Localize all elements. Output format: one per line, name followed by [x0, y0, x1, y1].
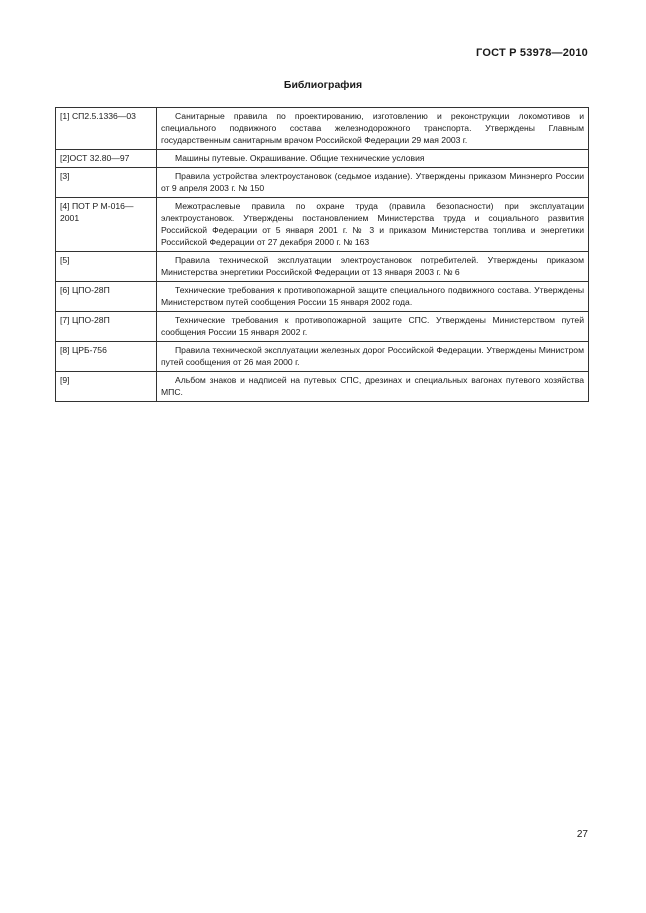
table-row: [56, 168, 589, 198]
reference-code: [3]: [56, 168, 157, 198]
table-row: [56, 252, 589, 282]
reference-code: [4] ПОТ Р М-016—2001: [56, 198, 157, 252]
table-row: [56, 198, 589, 252]
table-row: [56, 282, 589, 312]
table-row: [56, 312, 589, 342]
bibliography-table: [55, 107, 589, 402]
reference-description: Правила технической эксплуатации электроустановок потребителей. Утверждены приказом Министерства энергетики Российской Федерации от 13 января 2003 г. № 6: [157, 252, 589, 282]
table-row: [56, 108, 589, 150]
reference-description: Санитарные правила по проектированию, изготовлению и реконструкции локомотивов и специального подвижного состава железнодорожного транспорта. Утверждены Главным государственным санитарным врачом Российской Федерации 29 мая 2003 г.: [157, 108, 589, 150]
reference-description: Технические требования к противопожарной защите СПС. Утверждены Министерством путей сообщения России 15 января 2002 г.: [157, 312, 589, 342]
reference-code: [8] ЦРБ-756: [56, 342, 157, 372]
reference-code: [1] СП2.5.1336—03: [56, 108, 157, 150]
table-row: [56, 150, 589, 168]
reference-description: Правила технической эксплуатации железных дорог Российской Федерации. Утверждены Министром путей сообщения от 26 мая 2000 г.: [157, 342, 589, 372]
reference-description: Машины путевые. Окрашивание. Общие технические условия: [157, 150, 589, 168]
reference-description: Альбом знаков и надписей на путевых СПС, дрезинах и специальных вагонах путевого хозяйства МПС.: [157, 372, 589, 402]
page-number: 27: [576, 829, 588, 840]
reference-code: [6] ЦПО-28П: [56, 282, 157, 312]
reference-code: [5]: [56, 252, 157, 282]
table-row: [56, 372, 589, 402]
reference-code: [9]: [56, 372, 157, 402]
reference-description: Технические требования к противопожарной защите специального подвижного состава. Утверждены Министерством путей сообщения России 15 января 2002 года.: [157, 282, 589, 312]
bibliography-title: Библиография: [283, 79, 363, 91]
table-row: [56, 342, 589, 372]
reference-code: [7] ЦПО-28П: [56, 312, 157, 342]
standard-code: ГОСТ Р 53978—2010: [476, 47, 588, 59]
reference-description: Межотраслевые правила по охране труда (правила безопасности) при эксплуатации электроустановок. Утверждены постановлением Министерства труда и социального развития Российской Федерации от 5 января 2001 г. № 3 и приказом Министерства топлива и энергетики Российской Федерации от 27 декабря 2000 г. № 163: [157, 198, 589, 252]
reference-description: Правила устройства электроустановок (седьмое издание). Утверждены приказом Минэнерго России от 9 апреля 2003 г. № 150: [157, 168, 589, 198]
reference-code: [2]ОСТ 32.80—97: [56, 150, 157, 168]
